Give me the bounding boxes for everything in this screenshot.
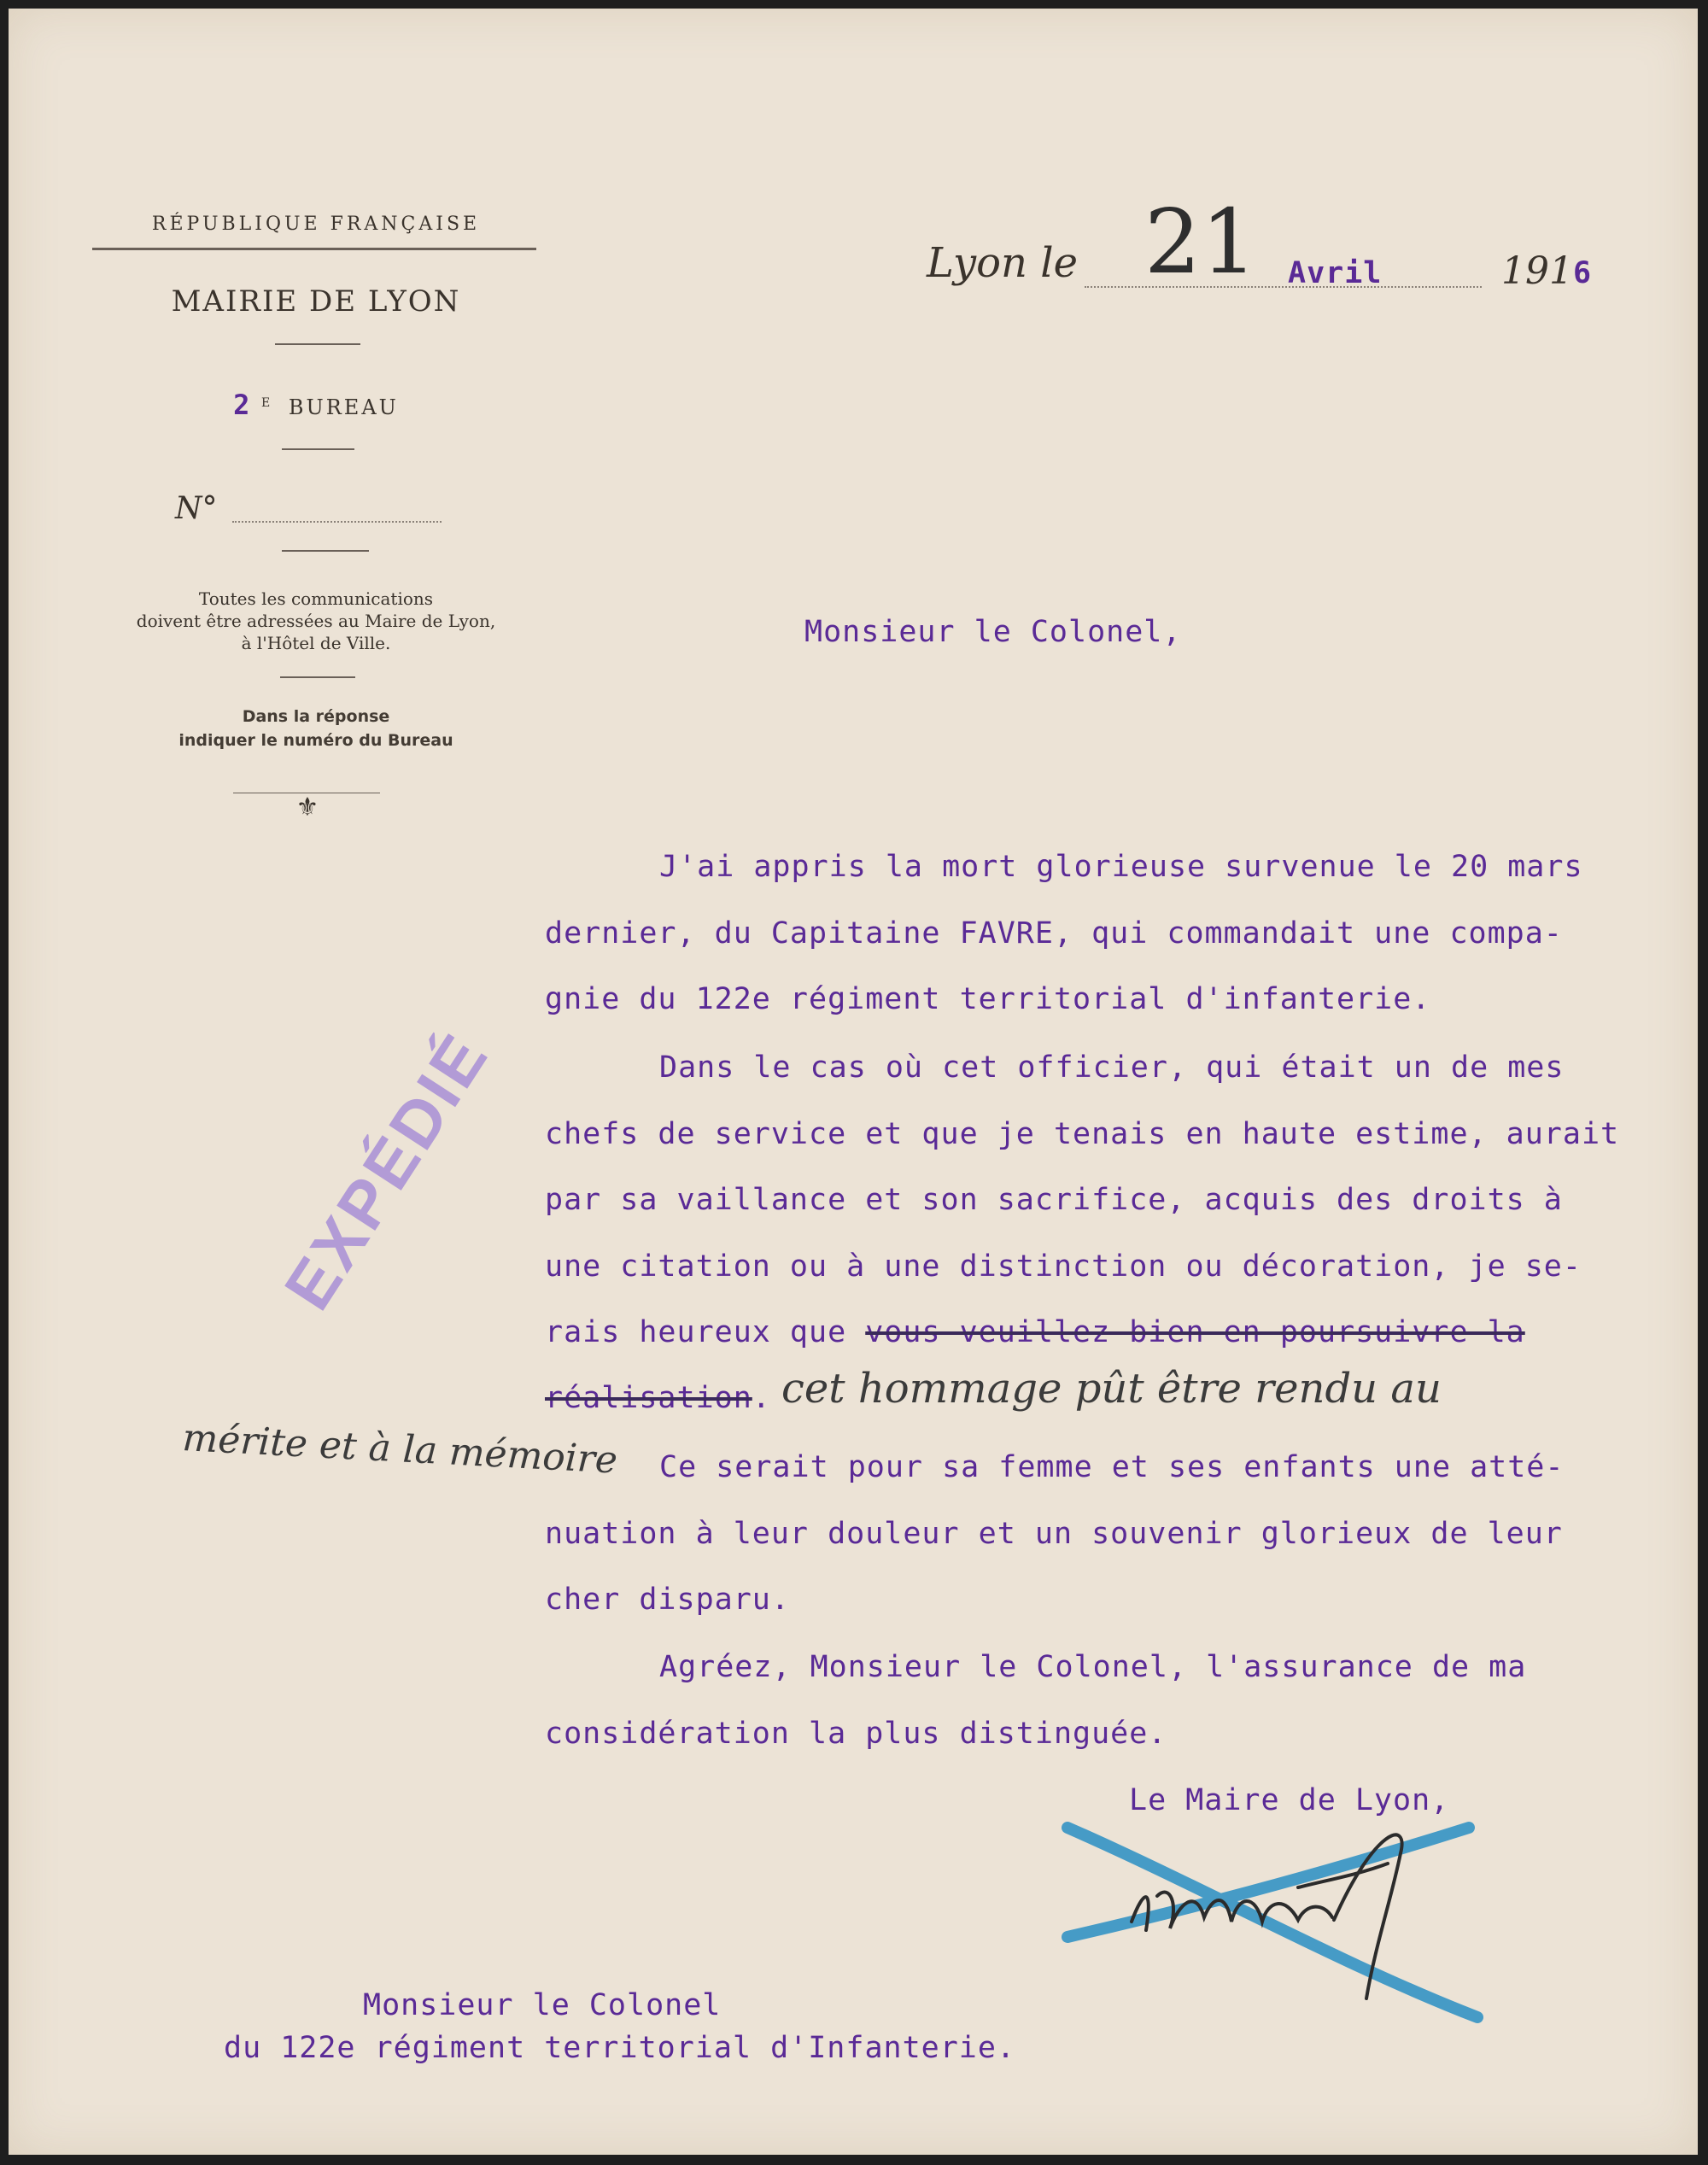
body-line: J'ai appris la mort glorieuse survenue le 20 mars: [659, 850, 1583, 884]
body-line: Agréez, Monsieur le Colonel, l'assurance de ma: [659, 1650, 1527, 1684]
body-line: Dans le cas où cet officier, qui était un de mes: [659, 1050, 1565, 1085]
republic-heading: RÉPUBLIQUE FRANÇAISE: [151, 214, 481, 235]
addressee-line: du 122e régiment territorial d'Infanterie.: [224, 2031, 1016, 2065]
body-line: nuation à leur douleur et un souvenir glorieux de leur: [545, 1517, 1563, 1551]
number-dotted-line: [232, 521, 442, 523]
salutation: Monsieur le Colonel,: [804, 615, 1182, 649]
bureau-superscript: E: [261, 396, 273, 410]
expedie-stamp: EXPÉDIÉ: [269, 1019, 504, 1323]
handwritten-insert: cet hommage pût être rendu au: [781, 1365, 1442, 1413]
number-label: N°: [175, 491, 218, 526]
fleur-de-lis-icon: ⚜: [295, 793, 319, 822]
body-line: une citation ou à une distinction ou décoration, je se-: [545, 1249, 1582, 1284]
body-line: gnie du 122e régiment territorial d'infanterie.: [545, 982, 1431, 1016]
blue-crayon-strike: [1068, 1828, 1477, 2017]
struck-text: réalisation: [545, 1381, 752, 1415]
signature-drawing: [1050, 1793, 1529, 2041]
body-text: rais heureux que: [545, 1315, 866, 1349]
struck-text: vous veuillez bien en poursuivre la: [865, 1315, 1525, 1349]
letter-page: [9, 9, 1698, 2155]
body-line: par sa vaillance et son sacrifice, acquis des droits à: [545, 1183, 1563, 1217]
date-day-handwritten: 21: [1144, 190, 1258, 294]
bureau-line: [102, 389, 529, 421]
body-line: cher disparu.: [545, 1583, 790, 1617]
body-line: dernier, du Capitaine FAVRE, qui commandait une compa-: [545, 916, 1563, 951]
short-rule: [275, 343, 360, 345]
notice-line: à l'Hôtel de Ville.: [241, 633, 391, 653]
body-line: chefs de service et que je tenais en haute estime, aurait: [545, 1117, 1620, 1151]
signature-title: Le Maire de Lyon,: [1129, 1783, 1450, 1817]
short-rule: [282, 550, 369, 552]
body-line: considération la plus distinguée.: [545, 1717, 1167, 1751]
short-rule: [280, 676, 355, 678]
notice-block: [94, 588, 538, 654]
addressee-line: Monsieur le Colonel: [363, 1988, 722, 2022]
notice-line: Toutes les communications: [198, 588, 434, 609]
body-line: Ce serait pour sa femme et ses enfants une atté-: [659, 1450, 1565, 1484]
date-year-prefix: 191: [1501, 249, 1573, 293]
handwritten-margin-note: mérite et à la mémoire: [181, 1416, 619, 1483]
date-month: Avril: [1288, 256, 1383, 290]
body-line: [545, 1381, 771, 1415]
reply-block: [94, 705, 538, 752]
mairie-heading: MAIRIE DE LYON: [171, 284, 461, 319]
header-rule: [92, 248, 536, 250]
reply-line: Dans la réponse: [242, 707, 390, 726]
body-text: .: [752, 1381, 771, 1415]
bureau-number: 2: [233, 389, 253, 421]
short-rule: [282, 448, 354, 450]
bureau-label: BUREAU: [288, 395, 399, 419]
notice-line: doivent être adressées au Maire de Lyon,: [136, 611, 496, 631]
body-line: [545, 1315, 1525, 1349]
reply-line: indiquer le numéro du Bureau: [178, 731, 453, 750]
date-place: Lyon le: [927, 239, 1078, 287]
date-year-suffix: 6: [1573, 256, 1593, 290]
